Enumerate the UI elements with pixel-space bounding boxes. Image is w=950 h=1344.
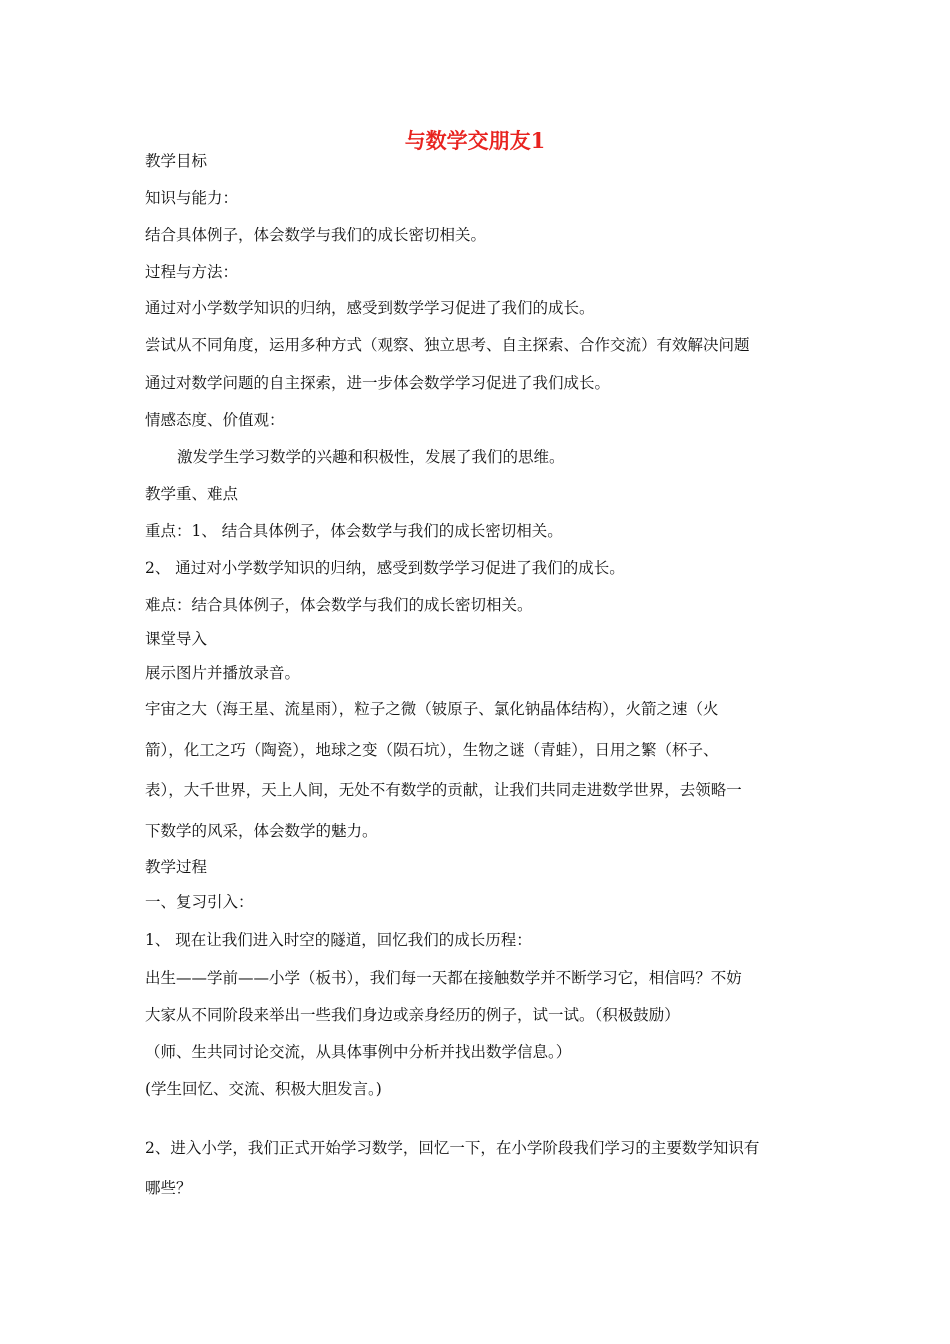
paragraph-line: 2、 通过对小学数学知识的归纳，感受到数学学习促进了我们的成长。: [145, 559, 625, 577]
paragraph-line: 下数学的风采，体会数学的魅力。: [145, 822, 378, 840]
subheading-knowledge-ability: 知识与能力：: [145, 189, 239, 207]
heading-teaching-goals: 教学目标: [145, 152, 208, 170]
paragraph-line: 尝试从不同角度，运用多种方式（观察、独立思考、自主探索、合作交流）有效解决问题: [145, 336, 750, 354]
paragraph-line: 展示图片并播放录音。: [145, 664, 301, 682]
paragraph-line: 大家从不同阶段来举出一些我们身边或亲身经历的例子，试一试。（积极鼓励）: [145, 1006, 680, 1024]
heading-teaching-process: 教学过程: [145, 858, 208, 876]
paragraph-line: 宇宙之大（海王星、流星雨），粒子之微（铍原子、氯化钠晶体结构），火箭之速（火: [145, 700, 719, 718]
subheading-review: 一、复习引入：: [145, 893, 254, 911]
paragraph-line: 通过对数学问题的自主探索，进一步体会数学学习促进了我们成长。: [145, 374, 611, 392]
heading-key-difficult-points: 教学重、难点: [145, 485, 239, 503]
paragraph-line: 表），大千世界，天上人间，无处不有数学的贡献，让我们共同走进数学世界，去领略一: [145, 781, 742, 799]
paragraph-line: 哪些？: [145, 1179, 192, 1197]
subheading-attitude-values: 情感态度、价值观：: [145, 411, 285, 429]
subheading-process-method: 过程与方法：: [145, 263, 239, 281]
paragraph-line: 激发学生学习数学的兴趣和积极性，发展了我们的思维。: [177, 448, 565, 466]
paragraph-line: 箭），化工之巧（陶瓷），地球之变（陨石坑），生物之谜（青蛙），日用之繁（杯子、: [145, 741, 719, 759]
paragraph-line: 出生——学前——小学（板书），我们每一天都在接触数学并不断学习它，相信吗？不妨: [145, 969, 742, 987]
heading-lesson-intro: 课堂导入: [145, 630, 208, 648]
paragraph-line: 通过对小学数学知识的归纳，感受到数学学习促进了我们的成长。: [145, 299, 595, 317]
paragraph-line: （师、生共同讨论交流，从具体事例中分析并找出数学信息。）: [145, 1043, 572, 1061]
paragraph-line: 2、进入小学，我们正式开始学习数学，回忆一下，在小学阶段我们学习的主要数学知识有: [145, 1139, 760, 1157]
paragraph-line: 1、 现在让我们进入时空的隧道，回忆我们的成长历程：: [145, 931, 532, 949]
paragraph-line: 结合具体例子，体会数学与我们的成长密切相关。: [145, 226, 487, 244]
paragraph-line: 重点：1、 结合具体例子，体会数学与我们的成长密切相关。: [145, 522, 563, 540]
paragraph-line: (学生回忆、交流、积极大胆发言。): [145, 1080, 382, 1098]
paragraph-line: 难点：结合具体例子，体会数学与我们的成长密切相关。: [145, 596, 533, 614]
document-title: 与数学交朋友1: [404, 128, 546, 153]
